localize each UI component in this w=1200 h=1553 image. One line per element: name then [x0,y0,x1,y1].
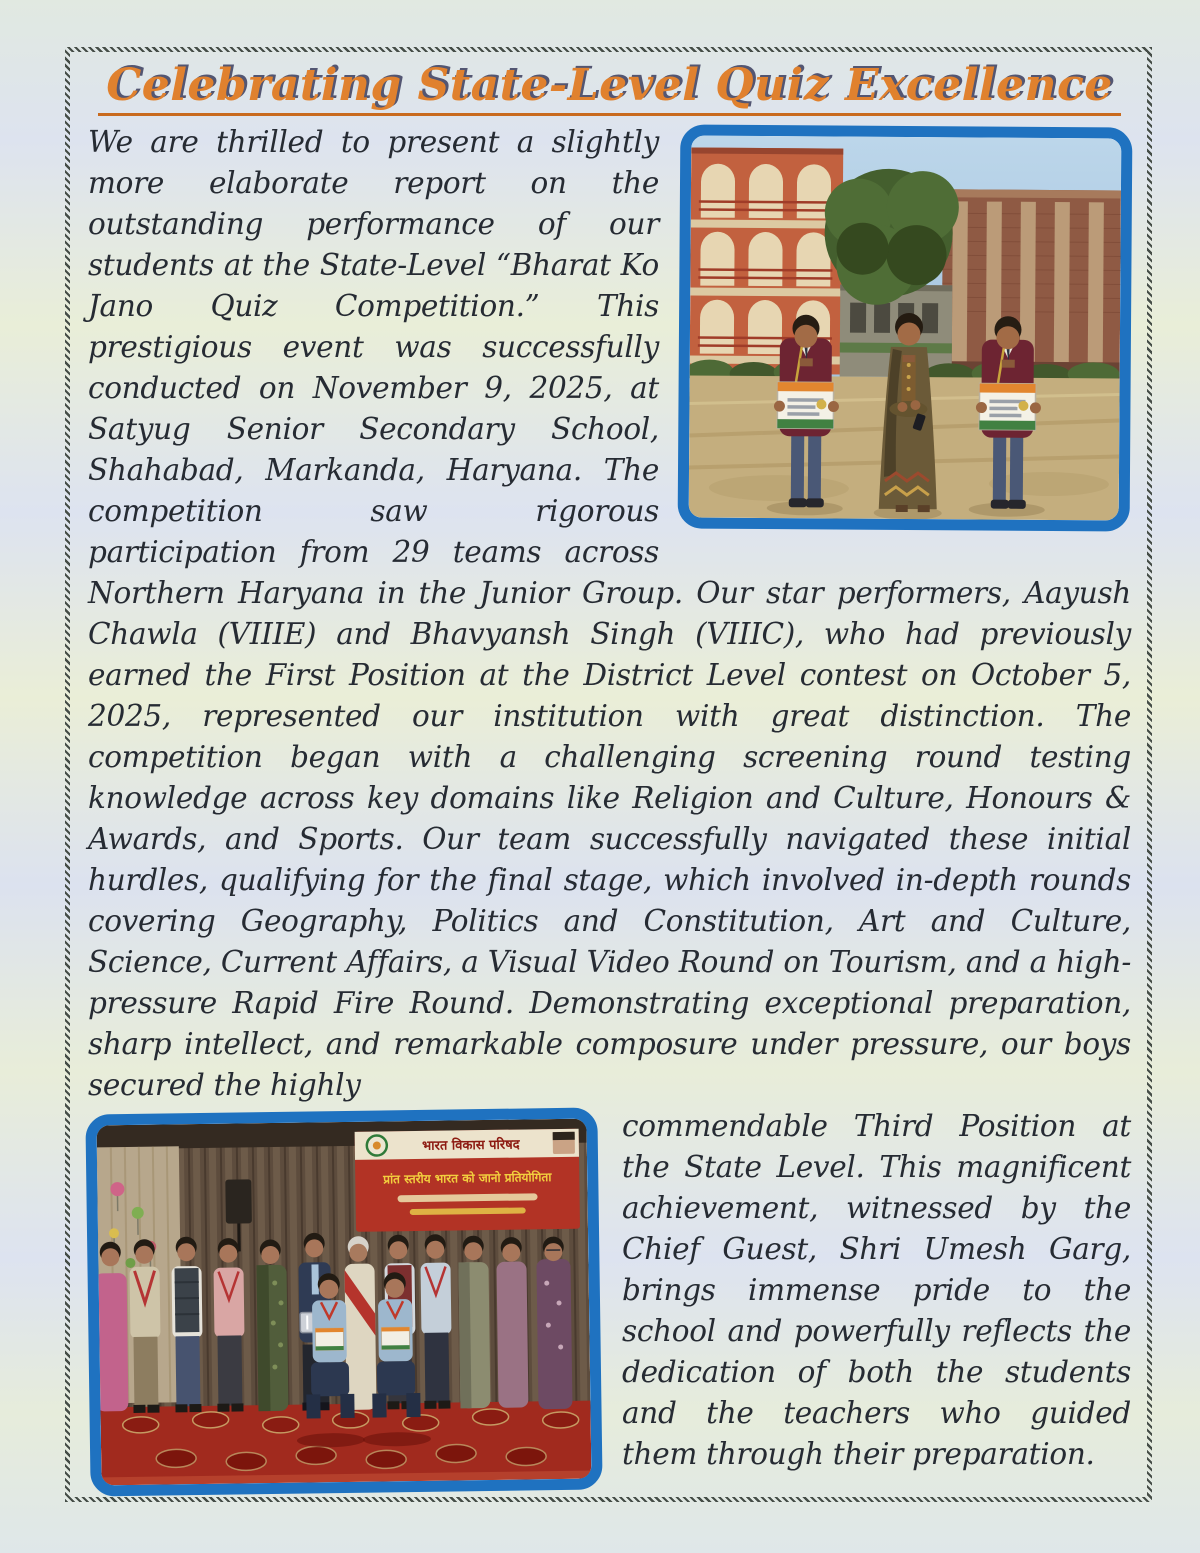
body-paragraph-2: commendable Third Position at the State Level. This magnificent achievement, witnessed by the Chief Guest, Shri Umesh Garg, brings immense pride to the school and powerfully reflects the dedication of both the students and the teachers who guided them through their preparation. [622,1109,1131,1472]
banner-org-name: भारत विकास परिषद [421,1137,520,1155]
speaker-box [225,1180,252,1224]
title-block [88,62,1131,116]
banner-event-line: प्रांत स्तरीय भारत को जानो प्रतियोगिता [383,1170,552,1187]
indoor-photo-illustration [97,1119,592,1486]
page-title: Celebrating State-Level Quiz Excellence [98,62,1121,116]
event-banner [355,1129,580,1232]
hatched-border-frame [65,47,1152,1502]
photo-winners-outdoor [678,125,1133,532]
outdoor-photo-illustration [689,136,1122,521]
photo-ceremony-indoor [85,1108,602,1497]
body-paragraph-1: We are thrilled to present a slightly more elaborate report on the outstanding performance of our students at the State-Level “Bharat Ko Jano Quiz Competition.” This prestigious event was successfully conducted on November 9, 2025, at Satyug Senior Secondary School, Shahabad, Markanda, Haryana. The competition saw rigorous participation from 29 teams across Northern Haryana in the Junior Group. Our star performers, Aayush Chawla (VIIIE) and Bhavyansh Singh (VIIIC), who had previously earned the First Position at the District Level contest on October 5, 2025, represented our institution with great distinction. The competition began with a challenging screening round testing knowledge across key domains like Religion and Culture, Honours & Awards, and Sports. Our team successfully navigated these initial hurdles, qualifying for the final stage, which involved in-depth rounds covering Geography, Politics and Constitution, Art and Culture, Science, Current Affairs, a Visual Video Round on Tourism, and a high-pressure Rapid Fire Round. Demonstrating exceptional preparation, sharp intellect, and remarkable composure under pressure, our boys secured the highly [88,125,1131,1103]
